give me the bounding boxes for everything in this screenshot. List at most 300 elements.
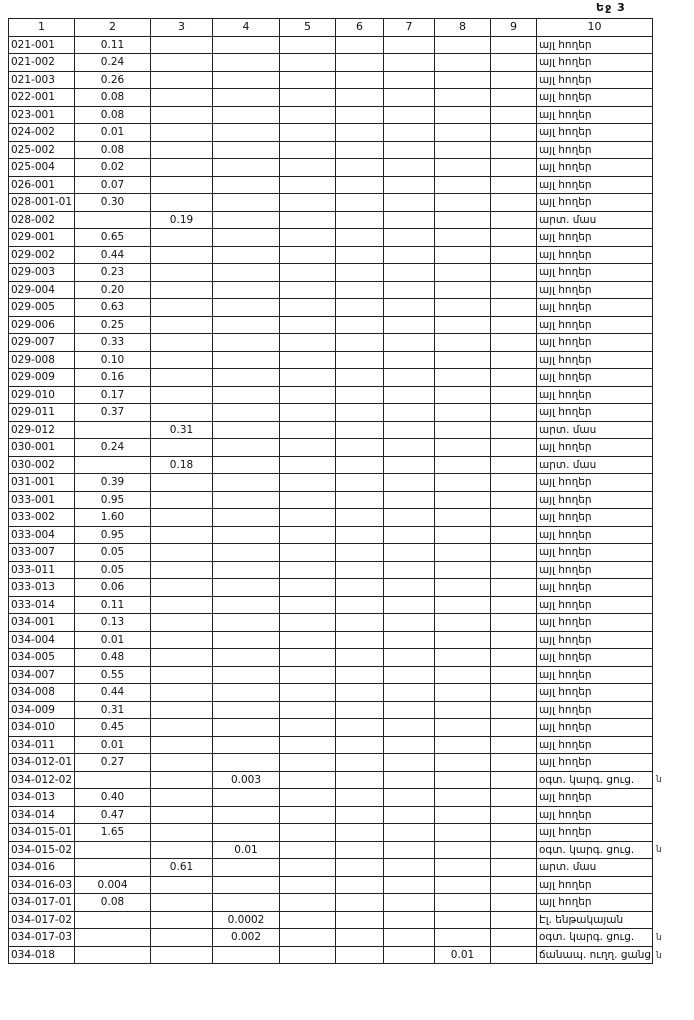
cell-col-8 xyxy=(435,684,491,702)
cell-col-7 xyxy=(384,194,435,212)
cell-col-4 xyxy=(213,281,280,299)
cell-col-1: 034-017-01 xyxy=(9,894,75,912)
cell-col-9 xyxy=(491,789,537,807)
cell-col-4 xyxy=(213,439,280,457)
cell-col-6 xyxy=(336,71,384,89)
cell-col-6 xyxy=(336,36,384,54)
cell-col-2: 0.16 xyxy=(75,369,151,387)
cell-col-9 xyxy=(491,666,537,684)
cell-col-3 xyxy=(151,806,213,824)
cell-col-6 xyxy=(336,719,384,737)
cell-col-10: ճանապ. ուղղ. ցանց xyxy=(537,946,653,964)
table-row xyxy=(9,351,653,369)
table-row xyxy=(9,876,653,894)
cell-col-5 xyxy=(280,544,336,562)
cell-col-10: այլ հողեր xyxy=(537,194,653,212)
table-body xyxy=(9,36,653,964)
cell-col-9 xyxy=(491,71,537,89)
cell-col-7 xyxy=(384,281,435,299)
cell-col-5 xyxy=(280,351,336,369)
cell-col-7 xyxy=(384,666,435,684)
cell-col-2 xyxy=(75,859,151,877)
cell-col-10: այլ հողեր xyxy=(537,561,653,579)
cell-col-8 xyxy=(435,649,491,667)
table-row xyxy=(9,54,653,72)
cell-col-9 xyxy=(491,806,537,824)
cell-col-10: օգտ. կարգ. ցուց. xyxy=(537,841,653,859)
cell-col-4 xyxy=(213,614,280,632)
cell-col-5 xyxy=(280,649,336,667)
cell-col-3 xyxy=(151,526,213,544)
cell-col-4 xyxy=(213,386,280,404)
cell-col-5 xyxy=(280,631,336,649)
cell-col-9 xyxy=(491,596,537,614)
cell-col-10: այլ հողեր xyxy=(537,229,653,247)
cell-col-2: 0.08 xyxy=(75,106,151,124)
column-header-10: 10 xyxy=(537,19,653,37)
cell-col-9 xyxy=(491,334,537,352)
cell-col-10: այլ հողեր xyxy=(537,684,653,702)
cell-col-3: 0.31 xyxy=(151,421,213,439)
cell-col-10: այլ հողեր xyxy=(537,509,653,527)
table-row xyxy=(9,404,653,422)
table-row xyxy=(9,596,653,614)
cell-col-5 xyxy=(280,509,336,527)
cell-col-8 xyxy=(435,491,491,509)
cell-col-8 xyxy=(435,736,491,754)
cell-col-7 xyxy=(384,754,435,772)
cell-col-10: Էլ. ենթակայան xyxy=(537,911,653,929)
cell-col-2: 0.45 xyxy=(75,719,151,737)
cell-col-4 xyxy=(213,106,280,124)
cell-col-7 xyxy=(384,229,435,247)
cell-col-4 xyxy=(213,526,280,544)
cell-col-9 xyxy=(491,526,537,544)
cell-col-1: 030-002 xyxy=(9,456,75,474)
cell-col-7 xyxy=(384,911,435,929)
cell-col-8 xyxy=(435,246,491,264)
cell-col-6 xyxy=(336,229,384,247)
cell-col-6 xyxy=(336,124,384,142)
cell-col-7 xyxy=(384,544,435,562)
cell-col-7 xyxy=(384,876,435,894)
cell-col-3 xyxy=(151,299,213,317)
table-row xyxy=(9,561,653,579)
cell-col-8 xyxy=(435,281,491,299)
cell-col-3 xyxy=(151,701,213,719)
column-header-9: 9 xyxy=(491,19,537,37)
cell-col-7 xyxy=(384,684,435,702)
cell-col-10: օգտ. կարգ. ցուց. xyxy=(537,771,653,789)
cell-col-5 xyxy=(280,474,336,492)
cell-col-6 xyxy=(336,316,384,334)
cell-col-10: այլ հողեր xyxy=(537,71,653,89)
cell-col-9 xyxy=(491,771,537,789)
cell-col-6 xyxy=(336,684,384,702)
cell-col-3 xyxy=(151,509,213,527)
cell-col-8 xyxy=(435,229,491,247)
cell-col-3 xyxy=(151,561,213,579)
cell-col-10: այլ հողեր xyxy=(537,36,653,54)
cell-col-2: 0.17 xyxy=(75,386,151,404)
cell-col-6 xyxy=(336,264,384,282)
cell-col-3 xyxy=(151,911,213,929)
cell-col-4: 0.0002 xyxy=(213,911,280,929)
cell-col-4 xyxy=(213,456,280,474)
cell-col-8 xyxy=(435,369,491,387)
table-row xyxy=(9,841,653,859)
cell-col-9 xyxy=(491,421,537,439)
cell-col-9 xyxy=(491,159,537,177)
cell-col-2: 1.65 xyxy=(75,824,151,842)
cell-col-7 xyxy=(384,159,435,177)
cell-col-9 xyxy=(491,229,537,247)
cell-col-5 xyxy=(280,946,336,964)
cell-col-7 xyxy=(384,789,435,807)
table-row xyxy=(9,264,653,282)
cell-col-3 xyxy=(151,684,213,702)
cell-col-8 xyxy=(435,596,491,614)
cell-col-2: 0.44 xyxy=(75,246,151,264)
land-register-table xyxy=(8,18,653,964)
cell-col-9 xyxy=(491,176,537,194)
cell-col-3 xyxy=(151,159,213,177)
cell-col-2: 0.23 xyxy=(75,264,151,282)
cell-col-7 xyxy=(384,491,435,509)
table-row xyxy=(9,544,653,562)
column-header-1: 1 xyxy=(9,19,75,37)
cell-col-4 xyxy=(213,859,280,877)
table-row xyxy=(9,474,653,492)
cell-col-3 xyxy=(151,754,213,772)
cell-col-7 xyxy=(384,579,435,597)
cell-col-4: 0.003 xyxy=(213,771,280,789)
cell-col-7 xyxy=(384,124,435,142)
cell-col-1: 028-002 xyxy=(9,211,75,229)
cell-col-10: այլ հողեր xyxy=(537,579,653,597)
table-row xyxy=(9,894,653,912)
cell-col-10: այլ հողեր xyxy=(537,439,653,457)
cell-col-1: 025-004 xyxy=(9,159,75,177)
cell-col-7 xyxy=(384,509,435,527)
cell-col-9 xyxy=(491,631,537,649)
cell-col-5 xyxy=(280,334,336,352)
cell-col-6 xyxy=(336,89,384,107)
cell-col-7 xyxy=(384,456,435,474)
cell-col-1: 034-012-01 xyxy=(9,754,75,772)
column-header-4: 4 xyxy=(213,19,280,37)
cell-col-8 xyxy=(435,876,491,894)
cell-col-4 xyxy=(213,754,280,772)
cell-col-6 xyxy=(336,281,384,299)
cell-col-10: արտ. մաս xyxy=(537,456,653,474)
cell-col-1: 029-008 xyxy=(9,351,75,369)
table-row xyxy=(9,736,653,754)
cell-col-2: 0.11 xyxy=(75,596,151,614)
cell-col-3: 0.61 xyxy=(151,859,213,877)
cell-col-6 xyxy=(336,631,384,649)
cell-col-10: այլ հողեր xyxy=(537,876,653,894)
cell-col-5 xyxy=(280,176,336,194)
cell-col-5 xyxy=(280,596,336,614)
cell-col-10: այլ հողեր xyxy=(537,806,653,824)
cell-col-5 xyxy=(280,211,336,229)
cell-col-1: 029-010 xyxy=(9,386,75,404)
cell-col-2: 0.01 xyxy=(75,631,151,649)
cell-col-3 xyxy=(151,351,213,369)
cell-col-6 xyxy=(336,596,384,614)
cell-col-8 xyxy=(435,509,491,527)
cell-col-8 xyxy=(435,701,491,719)
cell-col-6 xyxy=(336,911,384,929)
table-row xyxy=(9,106,653,124)
cell-col-9 xyxy=(491,404,537,422)
cell-col-2: 0.02 xyxy=(75,159,151,177)
cell-col-4 xyxy=(213,684,280,702)
cell-col-1: 021-003 xyxy=(9,71,75,89)
cell-col-5 xyxy=(280,666,336,684)
cell-col-6 xyxy=(336,561,384,579)
cell-col-3 xyxy=(151,439,213,457)
cell-col-3 xyxy=(151,841,213,859)
cell-col-3 xyxy=(151,579,213,597)
cell-col-3 xyxy=(151,89,213,107)
cell-col-9 xyxy=(491,351,537,369)
cell-col-8 xyxy=(435,841,491,859)
table-row xyxy=(9,911,653,929)
cell-col-2: 0.55 xyxy=(75,666,151,684)
cell-col-7 xyxy=(384,474,435,492)
cell-col-5 xyxy=(280,456,336,474)
cell-col-7 xyxy=(384,526,435,544)
cell-col-10: արտ. մաս xyxy=(537,211,653,229)
cell-col-1: 029-007 xyxy=(9,334,75,352)
cell-col-5 xyxy=(280,719,336,737)
cell-col-5 xyxy=(280,246,336,264)
cell-col-7 xyxy=(384,841,435,859)
row-side-mark: ն xyxy=(656,845,662,856)
cell-col-9 xyxy=(491,281,537,299)
cell-col-8 xyxy=(435,579,491,597)
cell-col-4 xyxy=(213,36,280,54)
cell-col-4 xyxy=(213,876,280,894)
cell-col-1: 023-001 xyxy=(9,106,75,124)
cell-col-7 xyxy=(384,649,435,667)
cell-col-6 xyxy=(336,194,384,212)
cell-col-2: 0.25 xyxy=(75,316,151,334)
cell-col-10: այլ հողեր xyxy=(537,719,653,737)
cell-col-7 xyxy=(384,614,435,632)
table-row xyxy=(9,509,653,527)
cell-col-2: 0.01 xyxy=(75,736,151,754)
cell-col-4 xyxy=(213,211,280,229)
cell-col-9 xyxy=(491,701,537,719)
cell-col-10: այլ հողեր xyxy=(537,491,653,509)
cell-col-9 xyxy=(491,544,537,562)
cell-col-10: այլ հողեր xyxy=(537,386,653,404)
cell-col-9 xyxy=(491,841,537,859)
cell-col-6 xyxy=(336,666,384,684)
cell-col-10: այլ հողեր xyxy=(537,54,653,72)
cell-col-7 xyxy=(384,859,435,877)
cell-col-5 xyxy=(280,614,336,632)
cell-col-1: 029-005 xyxy=(9,299,75,317)
cell-col-1: 034-001 xyxy=(9,614,75,632)
column-header-row xyxy=(9,19,653,37)
cell-col-8 xyxy=(435,526,491,544)
cell-col-5 xyxy=(280,736,336,754)
cell-col-10: այլ հողեր xyxy=(537,754,653,772)
cell-col-5 xyxy=(280,911,336,929)
cell-col-4 xyxy=(213,544,280,562)
cell-col-6 xyxy=(336,176,384,194)
page-number-label: Եջ 3 xyxy=(596,1,626,14)
cell-col-4 xyxy=(213,141,280,159)
cell-col-8 xyxy=(435,859,491,877)
cell-col-2: 0.63 xyxy=(75,299,151,317)
cell-col-5 xyxy=(280,561,336,579)
cell-col-6 xyxy=(336,404,384,422)
cell-col-2 xyxy=(75,771,151,789)
cell-col-2: 0.95 xyxy=(75,526,151,544)
table-row xyxy=(9,946,653,964)
cell-col-7 xyxy=(384,631,435,649)
cell-col-9 xyxy=(491,299,537,317)
cell-col-10: արտ. մաս xyxy=(537,421,653,439)
cell-col-4 xyxy=(213,491,280,509)
cell-col-3 xyxy=(151,36,213,54)
cell-col-3 xyxy=(151,106,213,124)
table-row xyxy=(9,71,653,89)
cell-col-5 xyxy=(280,789,336,807)
cell-col-10: այլ հողեր xyxy=(537,474,653,492)
table-row xyxy=(9,859,653,877)
cell-col-6 xyxy=(336,509,384,527)
cell-col-3 xyxy=(151,281,213,299)
cell-col-3 xyxy=(151,54,213,72)
cell-col-2: 0.24 xyxy=(75,439,151,457)
cell-col-3 xyxy=(151,369,213,387)
cell-col-3 xyxy=(151,824,213,842)
cell-col-1: 026-001 xyxy=(9,176,75,194)
cell-col-1: 029-009 xyxy=(9,369,75,387)
cell-col-9 xyxy=(491,509,537,527)
cell-col-9 xyxy=(491,894,537,912)
cell-col-4 xyxy=(213,649,280,667)
cell-col-8 xyxy=(435,456,491,474)
cell-col-10: այլ հողեր xyxy=(537,526,653,544)
cell-col-5 xyxy=(280,159,336,177)
cell-col-7 xyxy=(384,806,435,824)
cell-col-3 xyxy=(151,176,213,194)
cell-col-1: 031-001 xyxy=(9,474,75,492)
cell-col-1: 029-012 xyxy=(9,421,75,439)
cell-col-8 xyxy=(435,141,491,159)
cell-col-8 xyxy=(435,386,491,404)
cell-col-8 xyxy=(435,106,491,124)
cell-col-1: 034-009 xyxy=(9,701,75,719)
cell-col-9 xyxy=(491,859,537,877)
column-header-7: 7 xyxy=(384,19,435,37)
cell-col-3 xyxy=(151,194,213,212)
cell-col-8 xyxy=(435,316,491,334)
cell-col-4 xyxy=(213,894,280,912)
cell-col-5 xyxy=(280,439,336,457)
cell-col-6 xyxy=(336,929,384,947)
cell-col-3 xyxy=(151,264,213,282)
cell-col-1: 030-001 xyxy=(9,439,75,457)
cell-col-3 xyxy=(151,71,213,89)
cell-col-1: 029-004 xyxy=(9,281,75,299)
cell-col-5 xyxy=(280,281,336,299)
cell-col-7 xyxy=(384,54,435,72)
cell-col-2: 0.07 xyxy=(75,176,151,194)
cell-col-2: 0.004 xyxy=(75,876,151,894)
cell-col-5 xyxy=(280,404,336,422)
cell-col-6 xyxy=(336,141,384,159)
cell-col-10: այլ հողեր xyxy=(537,264,653,282)
cell-col-1: 029-006 xyxy=(9,316,75,334)
cell-col-2: 0.47 xyxy=(75,806,151,824)
cell-col-7 xyxy=(384,404,435,422)
cell-col-9 xyxy=(491,456,537,474)
cell-col-8 xyxy=(435,176,491,194)
cell-col-1: 021-001 xyxy=(9,36,75,54)
cell-col-9 xyxy=(491,876,537,894)
table-row xyxy=(9,369,653,387)
cell-col-10: օգտ. կարգ. ցուց. xyxy=(537,929,653,947)
cell-col-6 xyxy=(336,579,384,597)
cell-col-6 xyxy=(336,159,384,177)
cell-col-6 xyxy=(336,824,384,842)
cell-col-10: այլ հողեր xyxy=(537,544,653,562)
table-row xyxy=(9,456,653,474)
cell-col-6 xyxy=(336,789,384,807)
cell-col-7 xyxy=(384,36,435,54)
table-row xyxy=(9,929,653,947)
cell-col-6 xyxy=(336,754,384,772)
cell-col-4 xyxy=(213,806,280,824)
cell-col-2: 0.05 xyxy=(75,544,151,562)
cell-col-8 xyxy=(435,211,491,229)
cell-col-8 xyxy=(435,404,491,422)
cell-col-8 xyxy=(435,334,491,352)
cell-col-1: 034-016 xyxy=(9,859,75,877)
cell-col-3 xyxy=(151,736,213,754)
cell-col-10: այլ հողեր xyxy=(537,316,653,334)
cell-col-10: այլ հողեր xyxy=(537,281,653,299)
table-row xyxy=(9,421,653,439)
cell-col-4 xyxy=(213,159,280,177)
cell-col-10: այլ հողեր xyxy=(537,106,653,124)
cell-col-6 xyxy=(336,946,384,964)
cell-col-1: 034-005 xyxy=(9,649,75,667)
cell-col-7 xyxy=(384,421,435,439)
cell-col-8 xyxy=(435,54,491,72)
cell-col-9 xyxy=(491,614,537,632)
cell-col-8 xyxy=(435,666,491,684)
cell-col-4 xyxy=(213,176,280,194)
cell-col-9 xyxy=(491,439,537,457)
cell-col-7 xyxy=(384,946,435,964)
cell-col-8 xyxy=(435,89,491,107)
cell-col-8 xyxy=(435,71,491,89)
cell-col-6 xyxy=(336,544,384,562)
cell-col-3 xyxy=(151,124,213,142)
cell-col-8 xyxy=(435,194,491,212)
table-row xyxy=(9,316,653,334)
cell-col-10: այլ հողեր xyxy=(537,404,653,422)
